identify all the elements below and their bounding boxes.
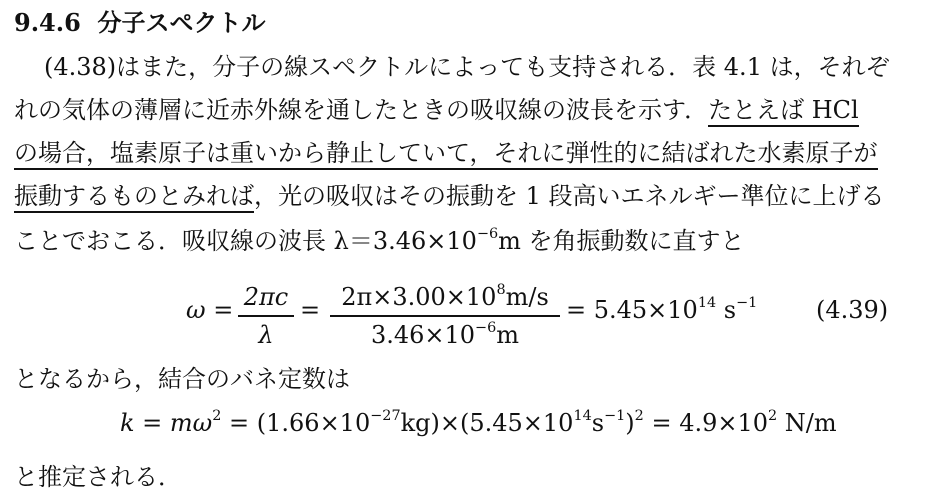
underlined-text: 振動するものとみれば [14,182,254,213]
paragraph-line-5 [14,226,745,255]
k-unit: N/m [777,409,837,437]
fraction-bar [330,315,560,317]
fraction-2pic-over-lambda [238,283,294,349]
equation-number: (4.39) [816,296,889,324]
paragraph-line-4 [14,184,885,208]
exponent: −6 [475,319,497,336]
exponent: 8 [496,282,506,299]
exponent: −6 [476,226,499,243]
section-heading [14,8,266,37]
underlined-text: の場合，塩素原子は重いから静止していて，それに弾性的に結ばれた水素原子が [14,139,878,170]
paragraph-line-3 [14,141,878,165]
section-number: 9.4.6 [14,8,81,37]
exponent: 14 [697,295,717,312]
underlined-text: たとえば HCl [708,96,859,127]
exponent: 2 [768,408,778,425]
equation-result [566,295,758,324]
numerator-text: 2π×3.00×10 [341,283,497,311]
paragraph-3: と推定される． [14,463,182,491]
k-result: = 4.9×10 [643,409,769,437]
exponent: 2 [212,408,222,425]
exponent: 14 [573,408,592,425]
exponent: −27 [370,408,401,425]
denominator-text: 3.46×10 [370,320,476,349]
result-text: = 5.45×10 [566,296,698,324]
k-paren: ) [625,409,635,437]
denominator-unit: m [496,320,520,349]
k-term2: kg)×(5.45×10 [400,409,574,437]
fraction-numerator [330,283,560,311]
paragraph-line-4-text: ，光の吸収はその振動を 1 段高いエネルギー準位に上げる [254,182,885,210]
paragraph-line-2 [14,98,859,122]
exponent: −1 [736,295,758,312]
k-term1: = (1.66×10 [221,409,371,437]
fraction-numeric [330,283,560,349]
section-title: 分子スペクトル [97,8,266,37]
wavelength-text-end: m を角振動数に直すと [498,227,745,255]
result-unit: s [716,296,737,324]
k-lhs: k = mω [120,409,213,437]
fraction-denominator [330,321,560,349]
equation-lhs: ω = [186,296,234,324]
wavelength-text: ことでおこる．吸収線の波長 λ＝3.46×10 [14,227,477,255]
fraction-bar [238,315,294,317]
paragraph-2: となるから，結合のバネ定数は [14,365,350,393]
paragraph-line-2-text: れの気体の薄層に近赤外線を通したときの吸収線の波長を示す． [14,96,709,124]
fraction-numerator: 2πc [243,283,289,311]
numerator-unit: m/s [505,283,549,311]
k-unit-s: s [591,409,605,437]
fraction-denominator: λ [258,320,274,349]
exponent: 2 [634,408,644,425]
paragraph-line-1: (4.38)はまた，分子の線スペクトルによっても支持される．表 4.1 は，それぞ [44,53,890,81]
exponent: −1 [604,408,626,425]
equals-sign: = [300,296,321,324]
spring-constant-equation [120,408,837,437]
